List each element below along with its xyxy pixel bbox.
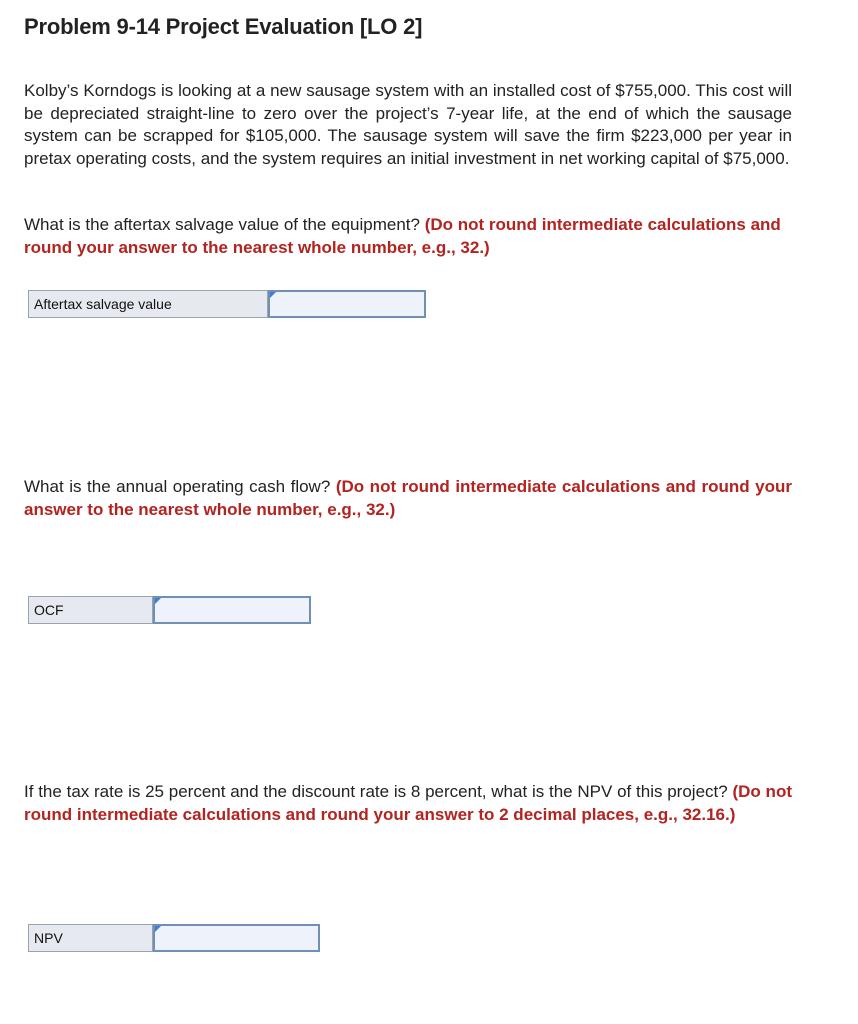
question-3: [24, 781, 792, 826]
answer-field-npv[interactable]: [153, 924, 320, 952]
aftertax-salvage-input[interactable]: [270, 292, 424, 316]
question-1-hint: (Do not round intermediate calculations and round your answer to the nearest whole number, e.g., 32.): [24, 215, 781, 257]
question-2-hint: (Do not round intermediate calculations and round your answer to the nearest whole number, e.g., 32.): [24, 477, 792, 519]
ocf-input[interactable]: [155, 598, 309, 622]
problem-intro: Kolby’s Korndogs is looking at a new sausage system with an installed cost of $755,000. This cost will be depreciated straight-line to zero over the project’s 7-year life, at the end of which the sausage system can be scrapped for $105,000. The sausage system will save the firm $223,000 per year in pretax operating costs, and the system requires an initial investment in net working capital of $75,000.: [24, 81, 792, 168]
question-1: [24, 214, 792, 259]
question-2: [24, 476, 792, 521]
answer-row-aftertax-salvage: [28, 290, 426, 318]
answer-label-ocf: OCF: [28, 596, 153, 624]
answer-field-ocf[interactable]: [153, 596, 311, 624]
question-2-text: What is the annual operating cash flow?: [24, 477, 331, 496]
answer-row-npv: [28, 924, 320, 952]
question-1-text: What is the aftertax salvage value of the equipment?: [24, 215, 420, 234]
field-marker-icon: [155, 926, 161, 932]
answer-label-aftertax-salvage: Aftertax salvage value: [28, 290, 268, 318]
question-3-hint: (Do not round intermediate calculations and round your answer to 2 decimal places, e.g., 32.16.): [24, 782, 792, 824]
question-3-text: If the tax rate is 25 percent and the discount rate is 8 percent, what is the NPV of this project?: [24, 782, 728, 801]
answer-label-npv: NPV: [28, 924, 153, 952]
npv-input[interactable]: [155, 926, 318, 950]
page-title: Problem 9-14 Project Evaluation [LO 2]: [24, 14, 423, 39]
field-marker-icon: [270, 292, 276, 298]
answer-row-ocf: [28, 596, 311, 624]
answer-field-aftertax-salvage[interactable]: [268, 290, 426, 318]
field-marker-icon: [155, 598, 161, 604]
